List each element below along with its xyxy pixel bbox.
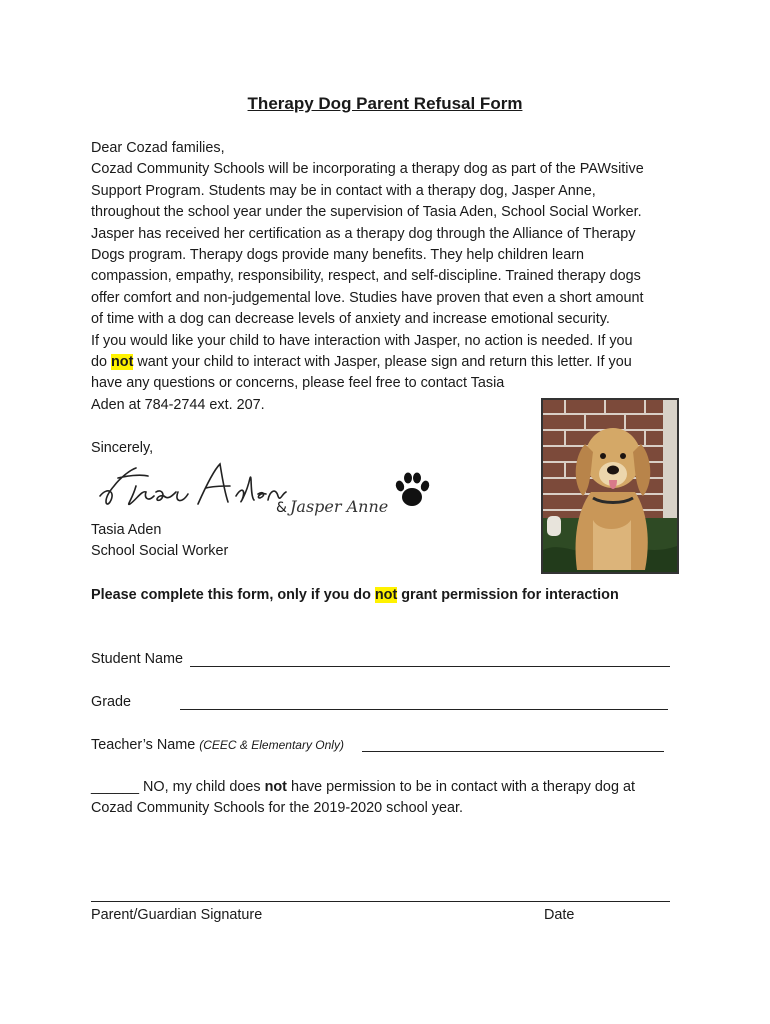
letter-line [91, 352, 691, 373]
text-span: have permission to be in contact with a therapy dog at [286, 779, 635, 795]
signature-label: Parent/Guardian Signature [91, 907, 263, 923]
consent-initial-field[interactable]: ______ [91, 779, 140, 795]
grade-field[interactable] [180, 709, 668, 710]
letter-line: throughout the school year under the supervision of Tasia Aden, School Social Worker. [91, 204, 642, 221]
signature-dog-name: Jasper Anne [290, 497, 389, 516]
sender-block [91, 520, 691, 563]
instruction-text [91, 585, 731, 606]
letter-line: Support Program. Students may be in contact with a therapy dog, Jasper Anne, [91, 182, 596, 199]
letter-line: of time with a dog can decrease levels of anxiety and increase emotional security. [91, 311, 610, 328]
teacher-note: (CEEC & Elementary Only) [199, 738, 344, 752]
grade-label: Grade [91, 694, 131, 710]
student-name-label: Student Name [91, 651, 183, 667]
sender-title: School Social Worker [91, 543, 229, 560]
letter-line: Aden at 784-2744 ext. 207. [91, 396, 265, 413]
consent-line [91, 777, 691, 798]
consent-statement [91, 777, 691, 820]
text-span: grant permission for interaction [397, 587, 619, 603]
signature-block [96, 456, 436, 526]
letter-line: have any questions or concerns, please feel free to contact Tasia [91, 375, 505, 392]
letter-body [91, 138, 691, 416]
form-title: Therapy Dog Parent Refusal Form [247, 94, 523, 113]
paw-print-icon [392, 470, 432, 510]
text-span: Teacher’s Name [91, 737, 196, 753]
greeting: Dear Cozad families, [91, 140, 225, 156]
letter-line: compassion, empathy, responsibility, respect, and self-discipline. Trained therapy dogs [91, 268, 641, 285]
bold-not: not [264, 779, 287, 795]
sender-name: Tasia Aden [91, 522, 162, 538]
sincerely: Sincerely, [91, 440, 154, 456]
consent-line: Cozad Community Schools for the 2019-2020 school year. [91, 800, 463, 817]
date-label: Date [544, 907, 575, 923]
parent-signature-field[interactable] [91, 901, 670, 902]
student-name-field[interactable] [190, 666, 670, 667]
signature-ampersand: & [276, 500, 287, 516]
letter-line: offer comfort and non-judgemental love. Studies have proven that even a short amount [91, 289, 644, 306]
highlighted-not: not [374, 587, 398, 603]
text-span: want your child to interact with Jasper, please sign and return this letter. If you [133, 354, 632, 371]
text-span: Please complete this form, only if you do [91, 587, 375, 603]
highlighted-not: not [111, 354, 134, 371]
text-span: NO, my child does [139, 779, 265, 795]
letter-line: Jasper has received her certification as a therapy dog through the Alliance of Therapy [91, 225, 636, 242]
letter-line: Dogs program. Therapy dogs provide many benefits. They help children learn [91, 247, 585, 264]
letter-line: Cozad Community Schools will be incorporating a therapy dog as part of the PAWsitive [91, 161, 644, 178]
letter-line: If you would like your child to have interaction with Jasper, no action is needed. If you [91, 332, 633, 349]
signature-handwriting [96, 456, 436, 526]
text-span: do [91, 354, 112, 371]
teacher-name-field[interactable] [362, 751, 664, 752]
teacher-label [91, 735, 371, 756]
